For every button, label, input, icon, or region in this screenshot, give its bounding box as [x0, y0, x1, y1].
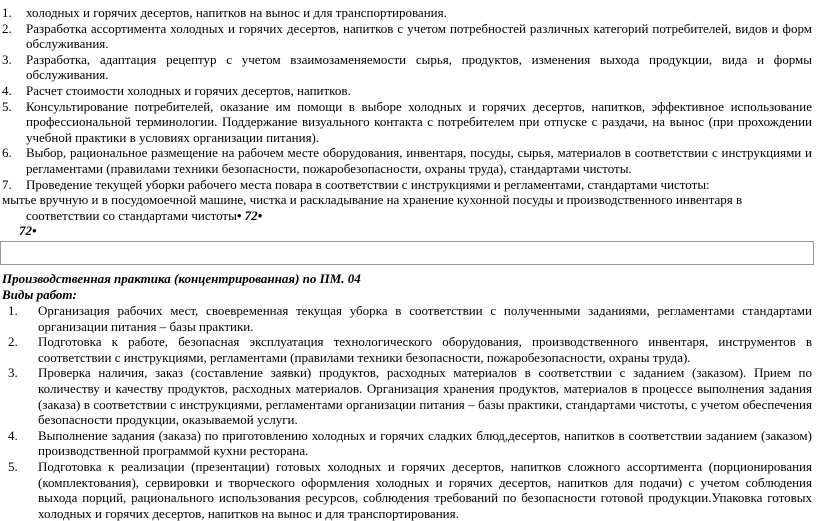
item-number: 2.: [2, 20, 12, 36]
item-number: 6.: [2, 145, 12, 161]
page-mark-line: [0, 223, 816, 239]
item-number: 5.: [2, 98, 12, 114]
item-number: 4.: [2, 82, 12, 98]
section-subtitle: Виды работ:: [2, 287, 77, 302]
item-number: 1.: [8, 303, 18, 318]
item-number: 5.: [8, 458, 18, 474]
page-mark-2: 72•: [19, 223, 37, 239]
list-item: [0, 99, 816, 146]
item-number: 1.: [2, 5, 12, 20]
item-text: Выполнение задания (заказа) по приготовлению холодных и горячих сладких блюд,десертов, напитков в соответствии заданием (заказом) производственной программой кухни ресторана.: [38, 427, 812, 459]
item-number: 4.: [8, 427, 18, 443]
list-item: [0, 52, 816, 83]
item-number: 7.: [2, 176, 12, 192]
item-text: Проверка наличия, заказ (составление заявки) продуктов, расходных материалов в соответствии с заданием (заказом). Прием по количеству и качеству продуктов, расходных материалов. Организация хранения продуктов, материалов в процессе выполнения задания (заказа) в соответствии с инструкциями, регламентами организации питания – базы практики, стандартами чистоты, с учетом обеспечения безопасности продукции, оказываемой услуги.: [38, 365, 812, 428]
item-text: Консультирование потребителей, оказание им помощи в выборе холодных и горячих десертов, напитков, эффективное использование профессиональной терминологии. Поддержание визуального контакта с потребителем при отпуске с раздачи, на вынос (при прохождении учебной практики в условиях организации питания).: [26, 98, 812, 145]
item-text: Подготовка к реализации (презентации) готовых холодных и горячих десертов, напитков сложного ассортимента (порционирования (комплектования), сервировки и творческого оформления холодных и горячих десертов, напитков для подачи) с учетом соблюдения выхода порций, рационального использования ресурсов, соблюдения требований по безопасности готовой продукции.Упаковка готовых холодных и горячих десертов, напитков на вынос и для транспортирования.: [38, 458, 812, 521]
item-text: Разработка, адаптация рецептур с учетом взаимозаменяемости сырья, продуктов, изменения выхода продукции, вида и формы обслуживания.: [26, 51, 812, 83]
item-number: 3.: [2, 51, 12, 67]
list-item: [0, 21, 816, 52]
empty-frame: [0, 241, 814, 265]
list-item: [0, 83, 816, 99]
list-item: [0, 365, 816, 427]
item-text: Организация рабочих мест, своевременная текущая уборка в соответствии с полученными заданиями, регламентами стандартами организации питания – базы практики.: [38, 303, 812, 334]
item-text: холодных и горячих десертов, напитков на вынос и для транспортирования.: [26, 5, 447, 20]
top-list: [0, 5, 816, 239]
list-item: [0, 428, 816, 459]
item-text: Проведение текущей уборки рабочего места повара в соответствии с инструкциями и регламентами, стандартами чистоты:: [26, 176, 710, 192]
continuation-text-2: соответствии со стандартами чистоты• 72•: [26, 207, 263, 223]
list-item: [0, 303, 816, 334]
item-text: Выбор, рациональное размещение на рабочем месте оборудования, инвентаря, посуды, сырья, материалов в соответствии с инструкциями и регламентами (правилами техники безопасности, пожаробезопасности, охраны труда), стандартами чистоты.: [26, 145, 812, 176]
item-text: Подготовка к работе, безопасная эксплуатация технологического оборудования, производственного инвентаря, инструментов в соответствии с инструкциями, регламентами (правилами техники безопасности, пожаробезопасности, охраны труда).: [38, 334, 812, 365]
section-title: Производственная практика (концентрированная) по ПМ. 04: [2, 271, 361, 286]
item-number: 2.: [8, 334, 18, 350]
item-text: Расчет стоимости холодных и горячих десертов, напитков.: [26, 82, 351, 98]
page-mark: • 72•: [236, 207, 263, 223]
list-item: [0, 334, 816, 365]
item-number: 3.: [8, 365, 18, 381]
list-item: [0, 459, 816, 521]
list-item: [0, 145, 816, 176]
list-item: [0, 5, 816, 21]
work-list: [0, 303, 816, 521]
item-text: Разработка ассортимента холодных и горячих десертов, напитков с учетом потребностей различных категорий потребителей, видов и форм обслуживания.: [26, 20, 812, 52]
list-item: [0, 177, 816, 193]
continuation-text: мытье вручную и в посудомоечной машине, чистка и раскладывание на хранение кухонной посуды и производственного инвентаря в: [2, 192, 743, 208]
